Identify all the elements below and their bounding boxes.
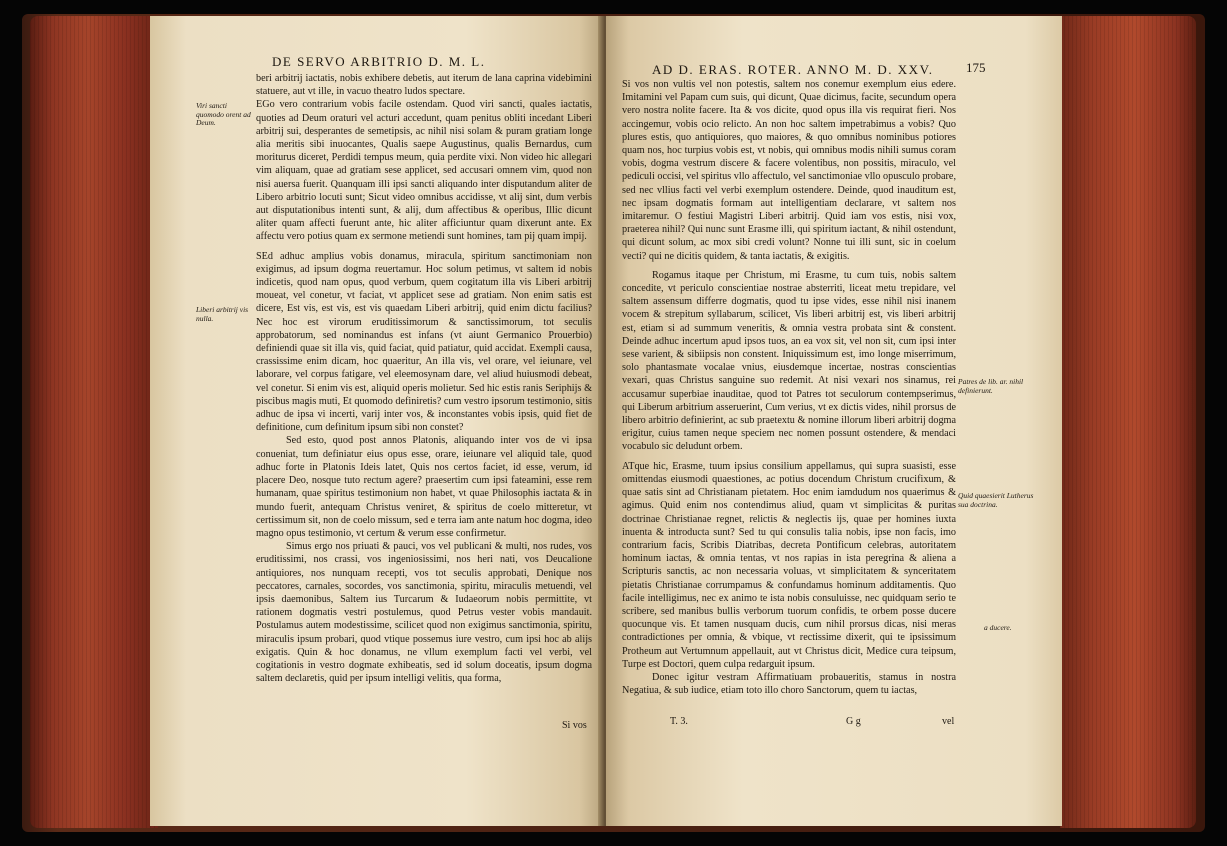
left-paragraph-1: beri arbitrij iactatis, nobis exhibere debetis, aut iterum de lana caprina videbimini statuere, aut vt ille, in vacuo theatro ludos spectare. xyxy=(256,73,592,98)
left-catchword: Si vos xyxy=(562,720,587,731)
right-side-note-2: Quid quaesierit Lutherus sua doctrina. xyxy=(958,491,1034,509)
left-running-header: DE SERVO ARBITRIO D. M. L. xyxy=(272,54,486,69)
left-page-edges xyxy=(30,16,158,828)
right-signature: T. 3. xyxy=(670,716,688,727)
right-paragraph-3: ATque hic, Erasme, tuum ipsius consilium appellamus, qui supra suasisti, esse omittendas eiusmodi quaestiones, ac potius docendum Christum crucifixum, & quae satis sint ad Christianam pietatem. Hoc enim iamdudum nos quaerimus & agimus. Quid enim nos contendimus aliud, quam vt simplicitas & puritas doctrinae Christianae regnet, relictis & neglectis ijs, quae per homines iuxta inuenta & introducta sunt? Sed tu qui consulis talia nobis, ipse non facis, imo contrarium facis, Scribis Diatribas, decreta Pontificum celebras, autoritatem hominum iactas, & omnia tentas, vt nos rapias in ista peregrina & aliena a Scripturis sanctis, ac non necessaria voluas, vt simplicitatem & synceritatem pietatis Christianae corrumpamus & confundamus hominum additamentis. Quo facile intelligimus, nec ex animo te ista nobis consuluisse, nec quidquam serio te scribere, sed manibus bullis verborum tuorum confidis, te orbem posse ducere quocunque vis. Et tamen nusquam ducis, cum nihil prorsus dicas, nisi meras contradictiones per omnia, & vbique, vt rectissime dixerit, qui te ipsissimum Protheum aut Vertumnum appellauit, aut vt Christus dicit, Medice cura teipsum, Turpe est Doctori, quem culpa redarguit ipsum. xyxy=(622,460,956,670)
right-body-text xyxy=(622,78,956,738)
right-paragraph-4: Donec igitur vestram Affirmatiuam probaueritis, stamus in nostra Negatiua, & sub iudice, etiam toto illo choro Sanctorum, quem tu iactas, xyxy=(622,671,956,697)
right-side-note-1: Patres de lib. ar. nihil definierunt. xyxy=(958,377,1024,395)
left-page xyxy=(150,16,602,826)
right-side-note-3: a ducere. xyxy=(984,623,1012,632)
left-paragraph-4: Sed esto, quod post annos Platonis, aliquando inter vos de vi ipsa conueniat, tum definiatur eius opus esse, orare, ieiunare vel aliquid tale, quod adhuc forte in Platonis Ideis latet, Quis nos certos faciet, id esse, verum, id placere Deo, nosque tuto rectum agere? praesertim cum ipsi fateamini, esse rem humanam, quae spiritus testimonium non habet, vt quae Philosophis iactata & in mundo fuerit, antequam Christus veniret, & spiritus de coelo mitteretur, vt certissimum sit, non de coelo missum, sed e terra iam ante natum hoc dogma, ideo magno opus testimonio, vt certum & verum esse confirmetur. xyxy=(256,435,592,539)
right-page-number: 175 xyxy=(966,60,986,75)
right-page xyxy=(606,16,1062,826)
right-paragraph-2: Rogamus itaque per Christum, mi Erasme, tu cum tuis, nobis saltem concedite, vt periculo conscientiae nostrae absterriti, liceat metu trepidare, vel saltem assensum differre dogmatis, quod tu ipse vides, esse nihil nisi inanem vocem & strepitum syllabarum, scilicet, Vis liberi arbitrij est, vis liberi arbitrij est, etiam si ad summum veneritis, & omnia vestra probata sint & constent. Deinde adhuc incertum apud ipsos tuos, an ea vox sit, vel non sit, cum ipsi inter sese varient, & sibiipsis non constent. Iniquissimum est, imo longe miserrimum, solo phantasmate vocalae vnius, eiusdemque incertae, nostras conscientias vexari, quas Christus sanguine suo redemit. At nisi vexari nos sinamus, rei accusamur superbiae inauditae, quod tot Patres tot seculorum contempserimus, qui Liberum arbitrium asseruerint, Cum verius, vt ex dictis vides, nihil prorsus de libero arbitrio definierint, ac sub praetextu & nomine illorum liberi arbitrij dogma erigitur, cuius tamen neque speciem nec nomen possunt ostendere, & mendaci vocabulo sic deludunt orbem. xyxy=(622,269,956,453)
right-catchword: vel xyxy=(942,716,955,727)
left-paragraph-2: EGo vero contrarium vobis facile ostendam. Quod viri sancti, quales iactatis, quoties ad Deum oraturi vel acturi accedunt, quam penitus obliti incedant Liberi arbitrij sui, desperantes de semetipsis, ac nihil nisi solam & puram gratiam longe alia meritis sibi inuocantes, Qualis saepe Augustinus, qualis Bernardus, cum moriturus diceret, Perdidi tempus meum, quia perdite vixi. Non video hic allegari vim aliquam, quae ad gratiam sese applicet, sed accusari omnem vim, quod non nisi auersa fuerit. Quanquam illi ipsi sancti aliquando inter disputandum aliter de Libero arbitrio locuti sunt; Sicut video omnibus accidisse, vt alij sint, dum verbis aut disputationibus intenti sunt, & alij, dum affectibus & operibus, Illic dicunt aliter quam affecti fuerunt ante, hic aliter afficiuntur quam dixerunt ante. Ex affectu vero potius quam ex sermone metiendi sunt homines, tam pij quam impij. xyxy=(256,99,592,243)
right-paragraph-1: Si vos non vultis vel non potestis, saltem nos conemur exemplum eius edere. Imitamini vel Papam cum suis, qui dicunt, Quae dicimus, facite, secundum opera vero nostra nolite facere. Ita & vos dicite, quod opus illa vis requirat fieri. Nos accingemur, vobis ocio relicto. An non hoc saltem impetrabimus a vobis? Quo plures estis, quo antiquiores, quo maiores, & quo omnibus nominibus potiores quam nos, hoc turpius vobis est, vt nobis, qui omnibus modis nihili sumus coram vobis, dogma vestrum discere & facere volentibus, non possitis, miraculo, vel pediculi occisi, vel spiritus vllo affectulo, vel sanctimoniae vllo opusculo probare, sed nec vllius facti vel verbi exemplum ostendere. Deinde, quod inauditum est, nec ipsam dogmatis formam aut intelligentiam declarare, vt saltem nos imitaremur. O festiui Magistri Liberi arbitrij. Quid iam vos estis, nisi vox, praeterea nihil? Qui nunc sunt Erasme illi, qui spiritum iactant, & nihil ostendunt, qui dicunt solum, ac mox sibi credi volunt? Nonne tui illi sunt, sic in coelum vecti? qui ne dicitis quidem, & tanta iactatis, & exigitis. xyxy=(622,79,956,262)
left-side-note-2: Liberi arbitrij vis nulla. xyxy=(196,305,249,323)
right-gathering-mark: G g xyxy=(846,716,861,727)
right-running-header: AD D. ERAS. ROTER. ANNO M. D. XXV. xyxy=(652,62,934,77)
right-page-edges xyxy=(1060,16,1196,828)
left-side-note-1: Viri sancti quomodo orent ad Deum. xyxy=(196,101,251,127)
left-body-text xyxy=(256,72,592,740)
left-paragraph-3: SEd adhuc amplius vobis donamus, miracula, spiritum sanctimoniam non exigimus, ad ipsum dogma reuertamur. Hoc solum petimus, vt saltem id nobis indicetis, quod nam opus, quod verbum, quem cogitatum illa vis Liberi arbitrij moueat, vel conetur, vt faciat, vt applicet sese ad gratiam. Non enim satis est dicere, Est vis, est vis, est vis quaedam Liberi arbitrij, quid enim dictu facilius? Nec hoc est virorum eruditissimorum & sanctissimorum, tot seculis approbatorum, sed nominandus est infans (vt aiunt Germanico Prouerbio) definiendi quae sit illa vis, quid faciat, quid patiatur, quid accidat. Exempli causa, crassissime enim dicam, hoc quaeritur, An illa vis, vel orare, vel ieiunare, vel laborare, vel corpus fatigare, vel eleemosynam dare, vel aliud huiusmodi debeat, vel conetur. Si enim vis est, aliquid operis molietur. Sed hic estis ranis Seriphijs & piscibus magis muti, Et quomodo definiretis? cum vestro ipsorum testimonio, sitis adhuc de ipsa vi incerti, varij inter vos, & inconstantes vobis ipsis, quid fiet de definitione, cum definitum ipsum sibi non constet? xyxy=(256,250,592,434)
left-paragraph-5: Simus ergo nos priuati & pauci, vos vel publicani & multi, nos rudes, vos eruditissimi, nos crassi, vos ingeniosissimi, nos heri nati, vos Deucalione antiquiores, nos nunquam recepti, vos tot seculis approbati, Denique nos peccatores, carnales, socordes, vos sanctimonia, spiritu, miraculis metuendi, vel ipsis daemonibus, Saltem ius Turcarum & Iudaeorum nobis permittite, vt rationem dogmatis vestri postulemus, quod Petrus vester vobis mandauit. Postulamus autem modestissime, scilicet quod non exigimus sanctimonia, spiritu, miraculis ipsum probari, quod vtique possemus iure vestro, cum ipsi hoc ab alijs exigatis. Quin & hoc donamus, ne vllum exemplum facti vel verbi, vel cogitationis in vestro dogmate exhibeatis, sed id solum doceatis, ipsum dogma saltem declaretis, quid per ipsum intelligi velitis, qua forma, xyxy=(256,541,592,685)
